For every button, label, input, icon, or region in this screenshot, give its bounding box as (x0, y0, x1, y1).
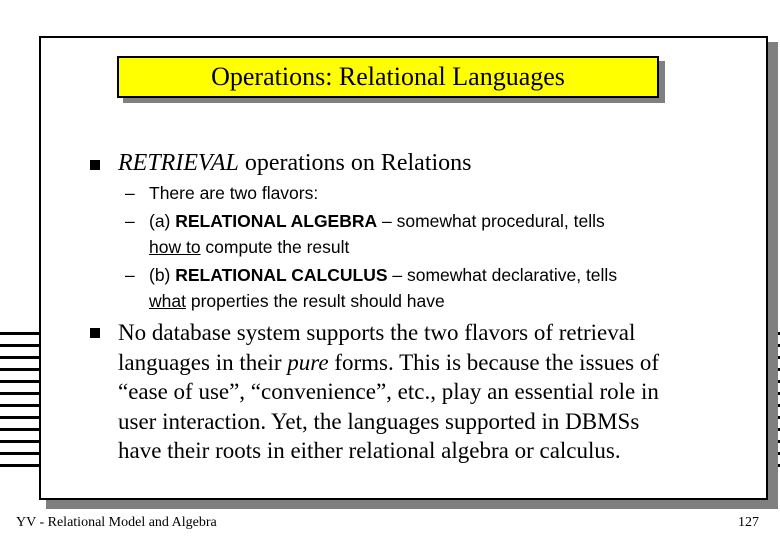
underlined-phrase: what (149, 291, 186, 311)
footer-caption: YV - Relational Model and Algebra (16, 515, 217, 530)
pure-term: pure (287, 349, 329, 375)
sub-item-algebra (125, 208, 605, 260)
dash-icon: – (125, 183, 135, 203)
dash-icon: – (125, 211, 135, 231)
sub-item-prefix: (b) (149, 265, 176, 285)
sub-item-text: compute the result (200, 237, 350, 257)
paragraph-line (118, 348, 718, 378)
text-run: languages in their (118, 349, 288, 375)
slide-title-box (117, 56, 659, 98)
retrieval-rest: operations on Relations (238, 150, 472, 176)
bullet-square-icon (90, 328, 100, 338)
sub-item-flavors (125, 180, 318, 206)
underlined-phrase: how to (149, 237, 201, 257)
sub-item-text: – somewhat declarative, tells (387, 265, 618, 285)
sub-item-prefix: (a) (149, 211, 176, 231)
retrieval-term: RETRIEVAL (118, 150, 239, 176)
bullet-no-database (118, 318, 718, 466)
paragraph-line: No database system supports the two flavors of retrieval (118, 320, 636, 345)
bullet-retrieval (118, 148, 472, 178)
page-number: 127 (738, 515, 759, 530)
text-run: forms. This is because the issues of (328, 349, 660, 375)
sub-item-text: properties the result should have (185, 291, 445, 311)
sub-item-calculus (125, 262, 617, 314)
sub-item-text: There are two flavors: (149, 183, 319, 203)
bullet-square-icon (90, 160, 100, 170)
paragraph-line: user interaction. Yet, the languages supported in DBMSs (118, 408, 640, 434)
paragraph-line: have their roots in either relational algebra or calculus. (118, 438, 621, 463)
paragraph-line: “ease of use”, “convenience”, etc., play an essential role in (118, 379, 659, 404)
algebra-term: RELATIONAL ALGEBRA (175, 211, 378, 231)
dash-icon: – (125, 265, 135, 285)
sub-item-text: – somewhat procedural, tells (377, 211, 605, 231)
slide-title: Operations: Relational Languages (211, 62, 565, 91)
calculus-term: RELATIONAL CALCULUS (175, 265, 388, 285)
